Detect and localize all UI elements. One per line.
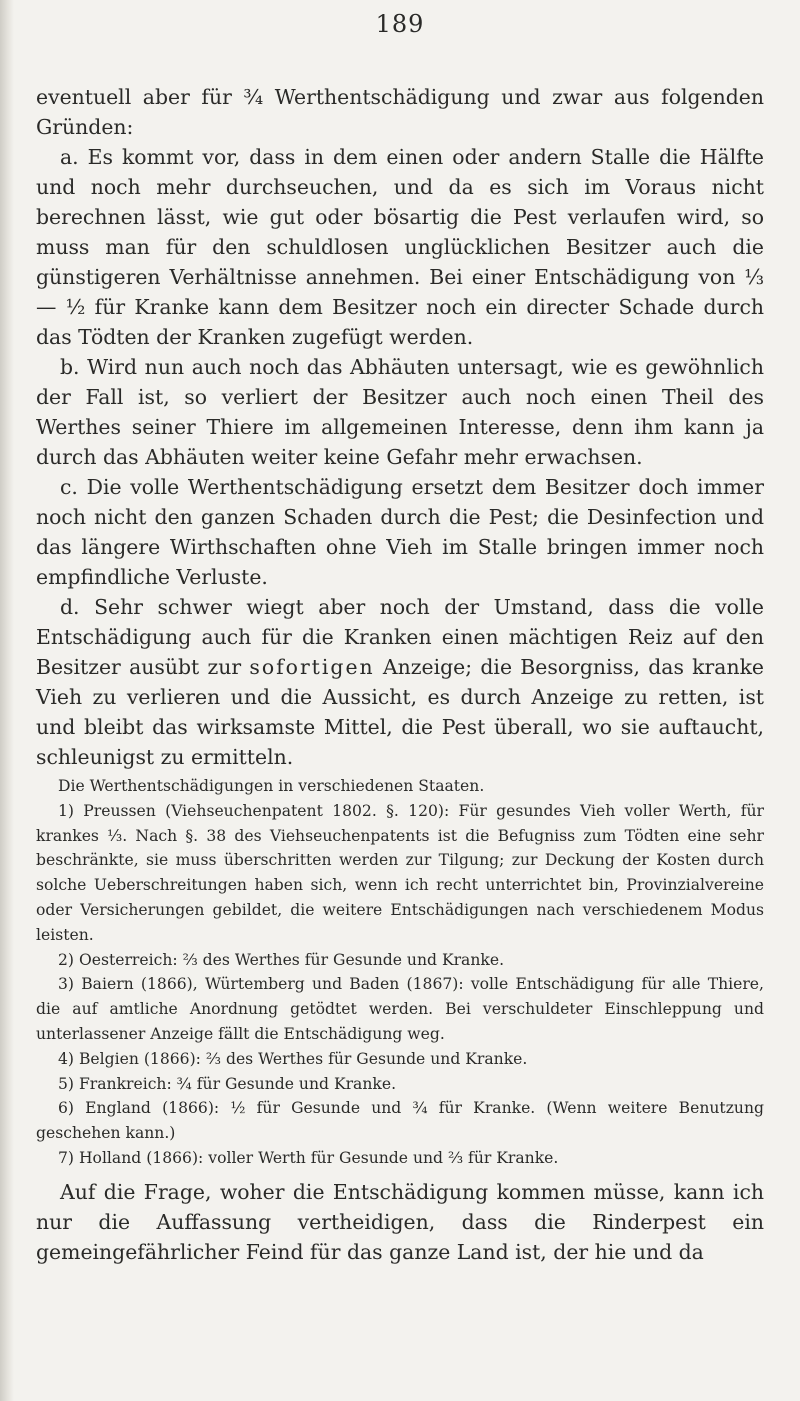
footnote-item-prussia: 1) Preussen (Viehseuchenpatent 1802. §. 120): Für gesundes Vieh voller Werth, für krankes ⅓. Nach §. 38 des Viehseuchenpatents ist die Befugniss zum Tödten eine sehr beschränkte, sie muss überschritten werden zur Tilgung; zur Deckung der Kosten durch solche Ueberschreitungen haben sich, wenn ich recht unterrichtet bin, Provinzialvereine oder Versicherungen gebildet, die weitere Entschädigungen nach verschiedenem Modus leisten. (36, 801, 764, 944)
footnote-item-holland: 7) Holland (1866): voller Werth für Gesunde und ⅔ für Kranke. (58, 1148, 559, 1167)
footnote-block (36, 774, 764, 1171)
page-body (36, 82, 764, 1267)
closing-text (36, 1177, 764, 1267)
paragraph-d-end: Anzeige; die Besorgniss, das kranke Vieh zu verlieren und die Aussicht, es durch Anzeige zu retten, ist und bleibt das wirksamste Mittel, die Pest überall, wo sie auftaucht, schleunigst zu ermitteln. (36, 655, 764, 769)
footnote-item-austria: 2) Oesterreich: ⅔ des Werthes für Gesunde und Kranke. (58, 950, 505, 969)
main-text (36, 82, 764, 772)
paragraph-d (36, 592, 764, 772)
footnote-item-france: 5) Frankreich: ¾ für Gesunde und Kranke. (58, 1074, 397, 1093)
footnote-item-bavaria: 3) Baiern (1866), Würtemberg und Baden (1867): volle Entschädigung für alle Thiere, die auf amtliche Anordnung getödtet werden. Bei verschuldeter Einschleppung und unterlassener Anzeige fällt die Entschädigung weg. (36, 975, 764, 1043)
footnote-item-belgium: 4) Belgien (1866): ⅔ des Werthes für Gesunde und Kranke. (58, 1049, 528, 1068)
paragraph-d-emphasis: sofortigen (249, 655, 375, 679)
paragraph-intro: eventuell aber für ¾ Werthentschädigung und zwar aus folgenden Gründen: (36, 85, 764, 139)
page-number: 189 (375, 10, 425, 38)
paragraph-c: c. Die volle Werthentschädigung ersetzt dem Besitzer doch immer noch nicht den ganzen Schaden durch die Pest; die Desinfection und das längere Wirthschaften ohne Vieh im Stalle bringen immer noch empfindliche Verluste. (36, 475, 764, 589)
paragraph-d-start: d. Sehr schwer wiegt aber noch der Umstand, dass die volle Entschädigung auch für die Kranken einen mächtigen Reiz auf den Besitzer ausübt zur (36, 595, 764, 679)
paragraph-a: a. Es kommt vor, dass in dem einen oder andern Stalle die Hälfte und noch mehr durchseuchen, und da es sich im Voraus nicht berechnen lässt, wie gut oder bösartig die Pest verlaufen wird, so muss man für den schuldlosen unglücklichen Besitzer auch die günstigeren Verhältnisse annehmen. Bei einer Entschädigung von ⅓ — ½ für Kranke kann dem Besitzer noch ein directer Schade durch das Tödten der Kranken zugefügt werden. (36, 145, 764, 349)
paragraph-final: Auf die Frage, woher die Entschädigung kommen müsse, kann ich nur die Auffassung vertheidigen, dass die Rinderpest ein gemeingefährlicher Feind für das ganze Land ist, der hie und da (36, 1179, 764, 1264)
page-binding-edge (0, 0, 14, 1401)
paragraph-b: b. Wird nun auch noch das Abhäuten untersagt, wie es gewöhnlich der Fall ist, so verliert der Besitzer auch noch einen Theil des Werthes seiner Thiere im allgemeinen Interesse, denn ihm kann ja durch das Abhäuten weiter keine Gefahr mehr erwachsen. (36, 355, 764, 469)
footnote-item-england: 6) England (1866): ½ für Gesunde und ¾ für Kranke. (Wenn weitere Benutzung geschehen kann.) (36, 1099, 764, 1143)
footnote-heading: Die Werthentschädigungen in verschiedenen Staaten. (58, 777, 485, 795)
